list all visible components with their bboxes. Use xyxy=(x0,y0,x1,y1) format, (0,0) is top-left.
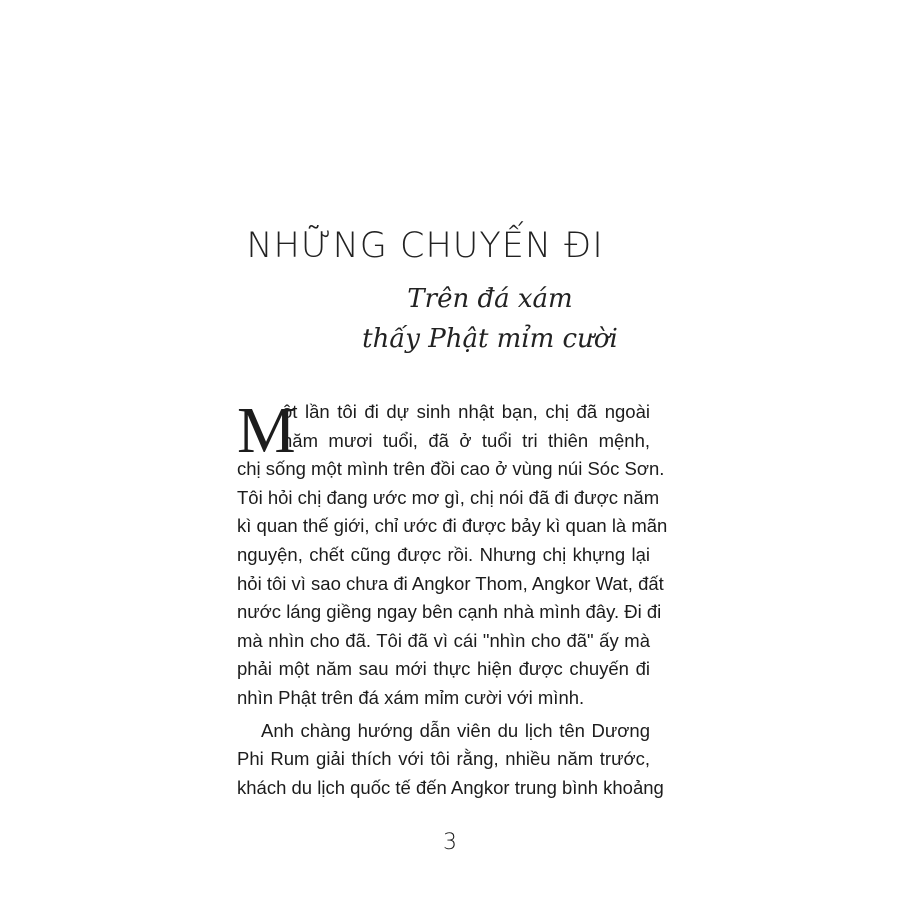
text-line: Tôi hỏi chị đang ước mơ gì, chị nói đã đi được năm xyxy=(237,486,660,508)
text-line: năm mươi tuổi, đã ở tuổi tri thiên mệnh, xyxy=(282,429,650,451)
text-line: chị sống một mình trên đồi cao ở vùng núi Sóc Sơn. xyxy=(237,458,665,480)
paragraph-1 xyxy=(237,394,668,713)
text-line: nhìn Phật trên đá xám mỉm cười với mình. xyxy=(237,686,585,708)
text-line: nước láng giềng ngay bên cạnh nhà mình đây. Đi đi xyxy=(237,601,662,623)
subtitle-line-1: Trên đá xám xyxy=(407,284,573,314)
paragraph-2 xyxy=(237,717,664,803)
text-line: kì quan thế giới, chỉ ước đi được bảy kì quan là mãn xyxy=(237,515,668,537)
body-text xyxy=(237,394,668,802)
text-line: hỏi tôi vì sao chưa đi Angkor Thom, Angkor Wat, đất xyxy=(237,572,664,594)
text-line: ột lần tôi đi dự sinh nhật bạn, chị đã ngoài xyxy=(282,401,650,422)
text-line: Phi Rum giải thích với tôi rằng, nhiều năm trước, xyxy=(237,748,650,770)
subtitle-line-2: thấy Phật mỉm cười xyxy=(362,324,618,354)
text-line: phải một năm sau mới thực hiện được chuyến đi xyxy=(237,658,650,680)
drop-cap: M xyxy=(237,394,296,467)
text-line: khách du lịch quốc tế đến Angkor trung bình khoảng xyxy=(237,776,664,798)
text-line: Anh chàng hướng dẫn viên du lịch tên Dương xyxy=(261,719,650,741)
text-line: nguyện, chết cũng được rồi. Nhưng chị khựng lại xyxy=(237,543,650,565)
page-number: 3 xyxy=(443,830,457,855)
chapter-title: NHỮNG CHUYẾN ĐI xyxy=(246,226,604,266)
text-line: mà nhìn cho đã. Tôi đã vì cái "nhìn cho đã" ấy mà xyxy=(237,629,650,651)
